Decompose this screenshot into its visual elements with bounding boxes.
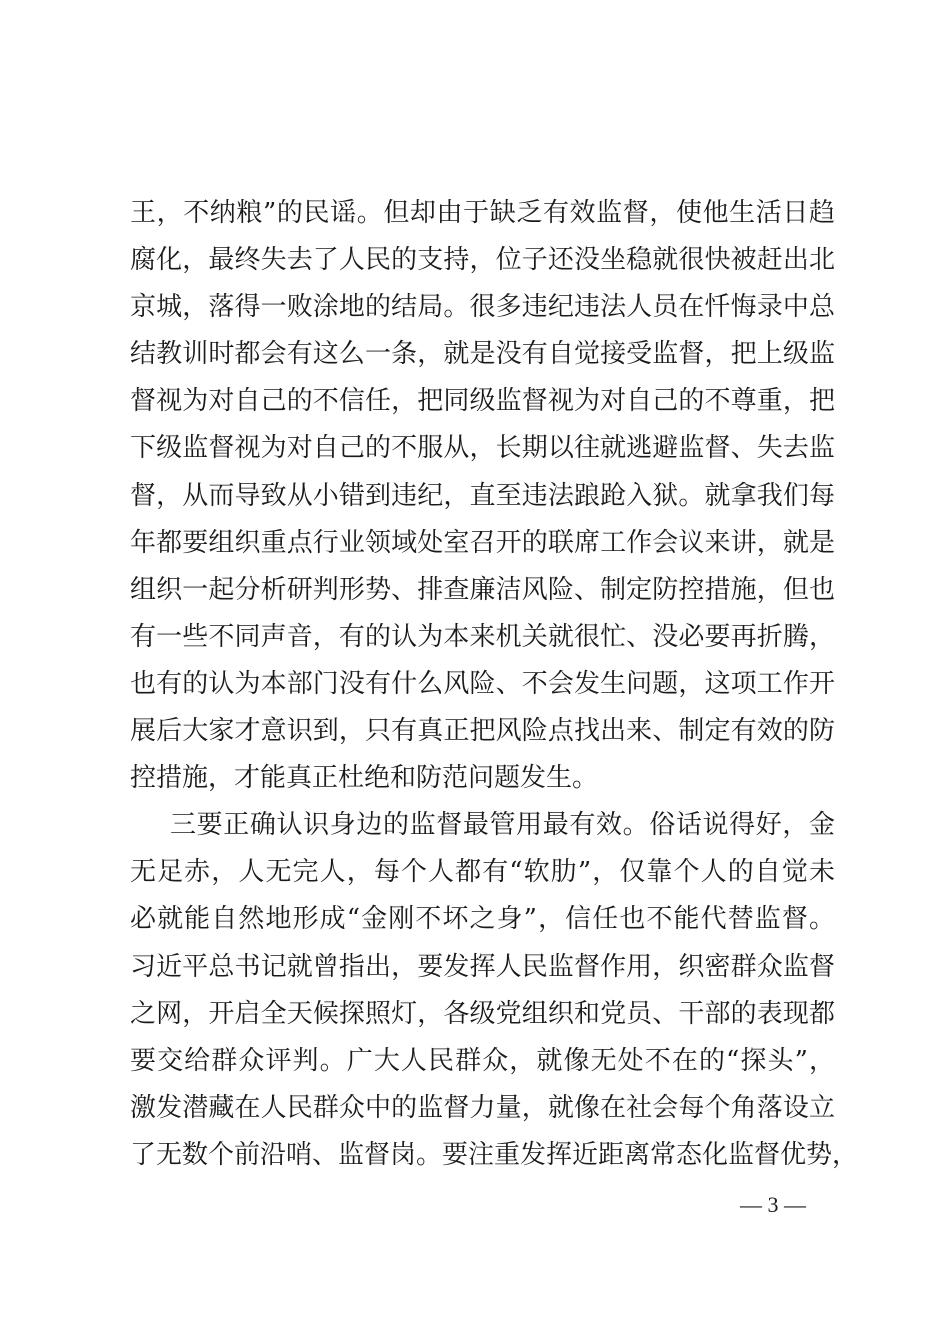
- text-line: 腐化，最终失去了人民的支持，位子还没坐稳就很快被赶出北: [130, 245, 835, 276]
- body-text: [130, 190, 859, 1179]
- paragraph-1: [130, 190, 835, 802]
- text-line: 三要正确认识身边的监督最管用最有效。俗话说得好，金: [170, 810, 835, 841]
- text-line: 结教训时都会有这么一条，就是没有自觉接受监督，把上级监: [130, 339, 835, 370]
- text-line: 无足赤，人无完人，每个人都有“软肋”，仅靠个人的自觉未: [130, 857, 835, 888]
- text-line: 控措施，才能真正杜绝和防范问题发生。: [130, 763, 599, 794]
- text-line: 督视为对自己的不信任，把同级监督视为对自己的不尊重，把: [130, 386, 835, 417]
- text-line: 督，从而导致从小错到违纪，直至违法踉跄入狱。就拿我们每: [130, 480, 835, 511]
- text-line: 也有的认为本部门没有什么风险、不会发生问题，这项工作开: [130, 668, 835, 699]
- paragraph-2: [130, 802, 859, 1179]
- text-line: 王，不纳粮”的民谣。但却由于缺乏有效监督，使他生活日趋: [130, 198, 835, 228]
- text-line: 年都要组织重点行业领域处室召开的联席工作会议来讲，就是: [130, 527, 835, 558]
- text-line: 要交给群众评判。广大人民群众，就像无处不在的“探头”，: [130, 1045, 835, 1076]
- text-line: 之网，开启全天候探照灯，各级党组织和党员、干部的表现都: [130, 998, 835, 1029]
- text-line: 组织一起分析研判形势、排查廉洁风险、制定防控措施，但也: [130, 574, 835, 605]
- text-line: 必就能自然地形成“金刚不坏之身”，信任也不能代替监督。: [130, 904, 835, 935]
- text-line: 习近平总书记就曾指出，要发挥人民监督作用，织密群众监督: [130, 951, 835, 982]
- text-line: 了无数个前沿哨、监督岗。要注重发挥近距离常态化监督优势，: [130, 1139, 859, 1170]
- text-line: 展后大家才意识到，只有真正把风险点找出来、制定有效的防: [130, 716, 835, 747]
- text-line: 京城，落得一败涂地的结局。很多违纪违法人员在忏悔录中总: [130, 292, 835, 323]
- page-number: — 3 —: [740, 1192, 806, 1217]
- text-line: 有一些不同声音，有的认为本来机关就很忙、没必要再折腾，: [130, 621, 835, 652]
- text-line: 激发潜藏在人民群众中的监督力量，就像在社会每个角落设立: [130, 1092, 835, 1123]
- text-line: 下级监督视为对自己的不服从，长期以往就逃避监督、失去监: [130, 433, 835, 464]
